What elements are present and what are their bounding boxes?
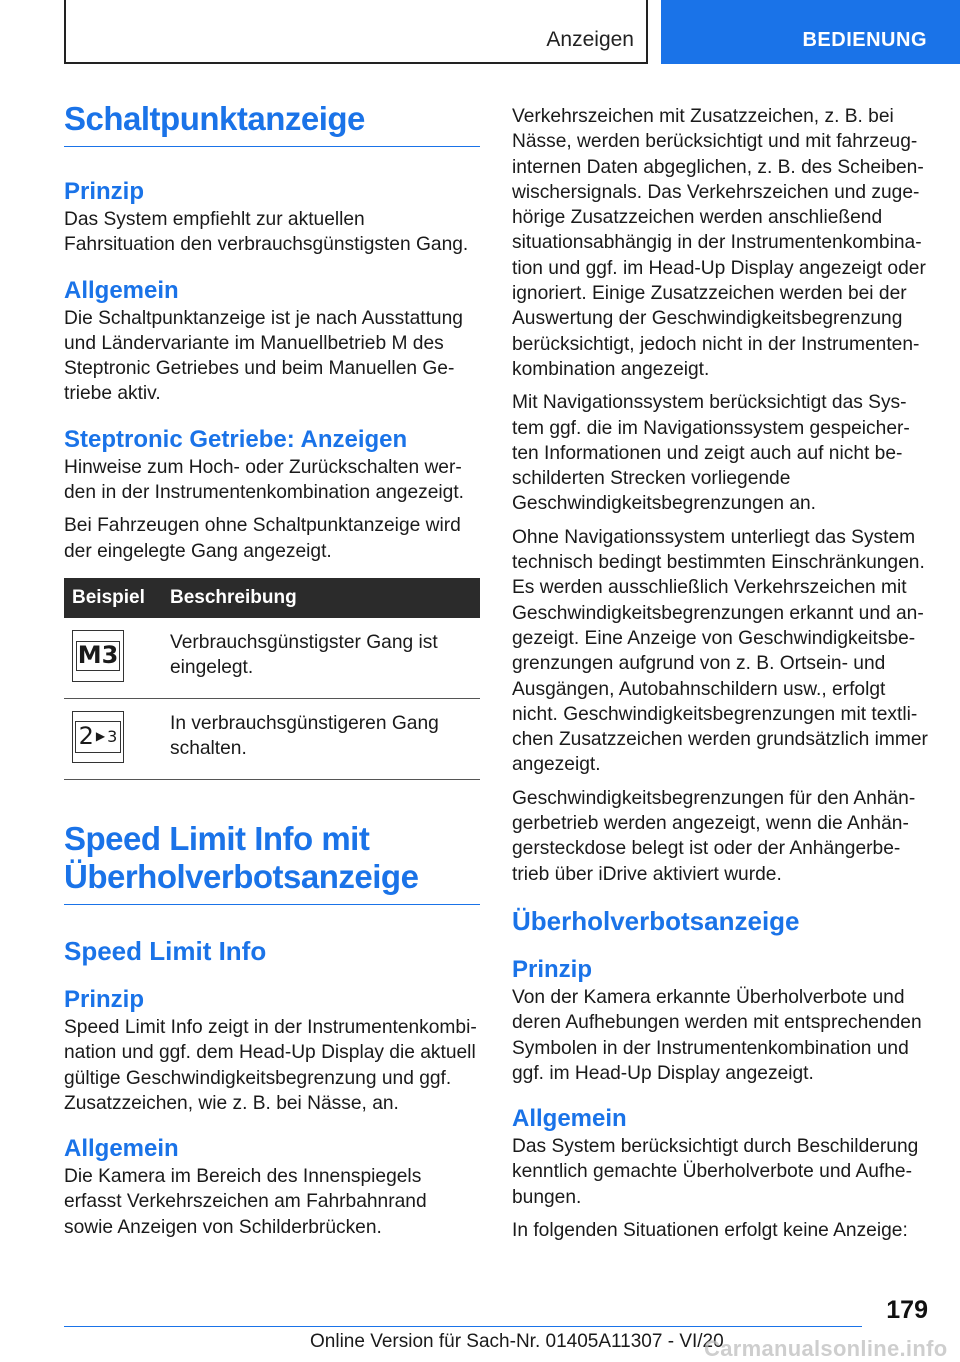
gear-indicator-icon [72,630,124,682]
paragraph-ueber-allgemein: Das System berücksichtigt durch Beschilderung kenntlich gemachte Überholverbote und Aufhebungen. [512,1136,919,1208]
table-cell-icon [64,698,162,779]
header-chapter-tab [661,0,960,64]
paragraph-sli-prinzip: Speed Limit Info zeigt in der Instrumentenkombination und ggf. dem Head-Up Display die aktuell gültige Geschwindigkeitsbegrenzung und ggf. Zusatzzeichen, wie z. B. bei Nässe, an. [64,1016,477,1114]
footer-divider [64,1326,862,1327]
upshift-indicator-icon [72,711,124,763]
shift-indicator-table [64,578,480,780]
upshift-current-gear: 2 [78,722,94,751]
heading-speed-limit-info: Speed Limit Info [64,935,267,966]
footer-online-version: Online Version für Sach-Nr. 01405A11307 - VI/20 [310,1331,724,1352]
heading-ueberholverbotsanzeige: Überholverbotsanzeige [512,905,800,936]
heading-sli-allgemein: Allgemein [64,1135,179,1163]
paragraph-trailer: Geschwindigkeitsbegrenzungen für den Anhängerbetrieb werden angezeigt, wenn die Anhängersteckdose belegt ist oder der Anhängerbetrieb über iDrive aktiviert wurde. [512,787,916,885]
paragraph-no-display: In folgenden Situationen erfolgt keine Anzeige: [512,1219,908,1241]
page-number: 179 [886,1296,928,1324]
table-header-beispiel: Beispiel [64,578,162,618]
heading-ueber-prinzip: Prinzip [512,955,593,983]
header-chapter-title: BEDIENUNG [802,29,927,51]
heading-steptronic: Steptronic Getriebe: Anzeigen [64,425,408,453]
paragraph-allgemein: Die Schaltpunktanzeige ist je nach Ausstattung und Ländervariante im Manuellbetrieb M des Steptronic Getriebes und beim Manuellen Getriebe aktiv. [64,307,463,405]
table-header-beschreibung: Beschreibung [162,578,480,618]
watermark: Carmanualsonline.info [704,1336,948,1361]
paragraph-steptronic-2: Bei Fahrzeugen ohne Schaltpunktanzeige wird der eingelegte Gang angezeigt. [64,515,461,562]
heading-prinzip: Prinzip [64,178,145,205]
right-column [512,104,930,1243]
table-cell-description: In verbrauchsgünstigeren Gang schalten. [162,698,480,779]
paragraph-sli-allgemein: Die Kamera im Bereich des Innenspiegels erfasst Verkehrszeichen am Fahrbahnrand sowie Anzeigen von Schilderbrücken. [64,1166,427,1238]
table-cell-icon [64,618,162,699]
heading-sli-prinzip: Prinzip [64,985,145,1013]
heading-ueber-allgemein: Allgemein [512,1105,627,1133]
table-row [64,698,480,779]
heading-allgemein: Allgemein [64,276,179,304]
paragraph-ueber-prinzip: Von der Kamera erkannte Überholverbote und deren Aufhebungen werden mit entsprechenden Symbolen in der Instrumentenkombination und ggf. im Head-Up Display angezeigt. [512,986,922,1084]
left-column [64,100,480,1240]
gear-indicator-label: M3 [77,641,119,670]
paragraph-without-navigation: Ohne Navigationssystem unterliegt das System technisch bedingt bestimmten Einschränkungen. Es werden ausschließlich Verkehrszeichen mit Geschwindigkeitsbegrenzungen erkannt und angezeigt. Eine Anzeige von Geschwindigkeitsbegrenzungen aufgrund von z. B. Ortsein- und Ausgängen, Autobahnschildern usw., erfolgt nicht. Geschwindigkeitsbegrenzungen mit textlichen Zusatzzeichen werden grundsätzlich immer angezeigt. [512,526,928,776]
paragraph-prinzip: Das System empfiehlt zur aktuellen Fahrsituation den verbrauchsgünstigsten Gang. [64,209,469,256]
section-title-schaltpunktanzeige: Schaltpunktanzeige [64,100,480,147]
arrow-right-icon: ▶ [95,729,106,744]
table-row [64,618,480,699]
table-cell-description: Verbrauchsgünstigster Gang ist eingelegt. [162,618,480,699]
header-section-title: Anzeigen [546,28,634,51]
upshift-target-gear: 3 [107,727,118,747]
paragraph-with-navigation: Mit Navigationssystem berücksichtigt das System ggf. die im Navigationssystem gespeicherten Informationen und zeigt auch auf nicht beschilderten Strecken vorliegende Geschwindigkeitsbegrenzungen an. [512,392,910,515]
paragraph-steptronic-1: Hinweise zum Hoch- oder Zurückschalten werden in der Instrumentenkombination angezeigt. [64,456,464,504]
section-title-speed-limit-info: Speed Limit Info mit Überholverbotsanzeige [64,820,480,905]
header-frame [64,0,648,64]
paragraph-traffic-signs: Verkehrszeichen mit Zusatzzeichen, z. B. bei Nässe, werden berücksichtigt und mit fahrzeuginternen Daten abgeglichen, z. B. des Scheibenwischersignals. Das Verkehrszeichen und zugehörige Zusatzzeichen werden anschließend situationsabhängig in der Instrumentenkombination und ggf. im Head-Up Display angezeigt oder ignoriert. Einige Zusatzzeichen werden bei der Auswertung der Geschwindigkeitsbegrenzung berücksichtigt, jedoch nicht in der Instrumentenkombination angezeigt. [512,106,926,380]
